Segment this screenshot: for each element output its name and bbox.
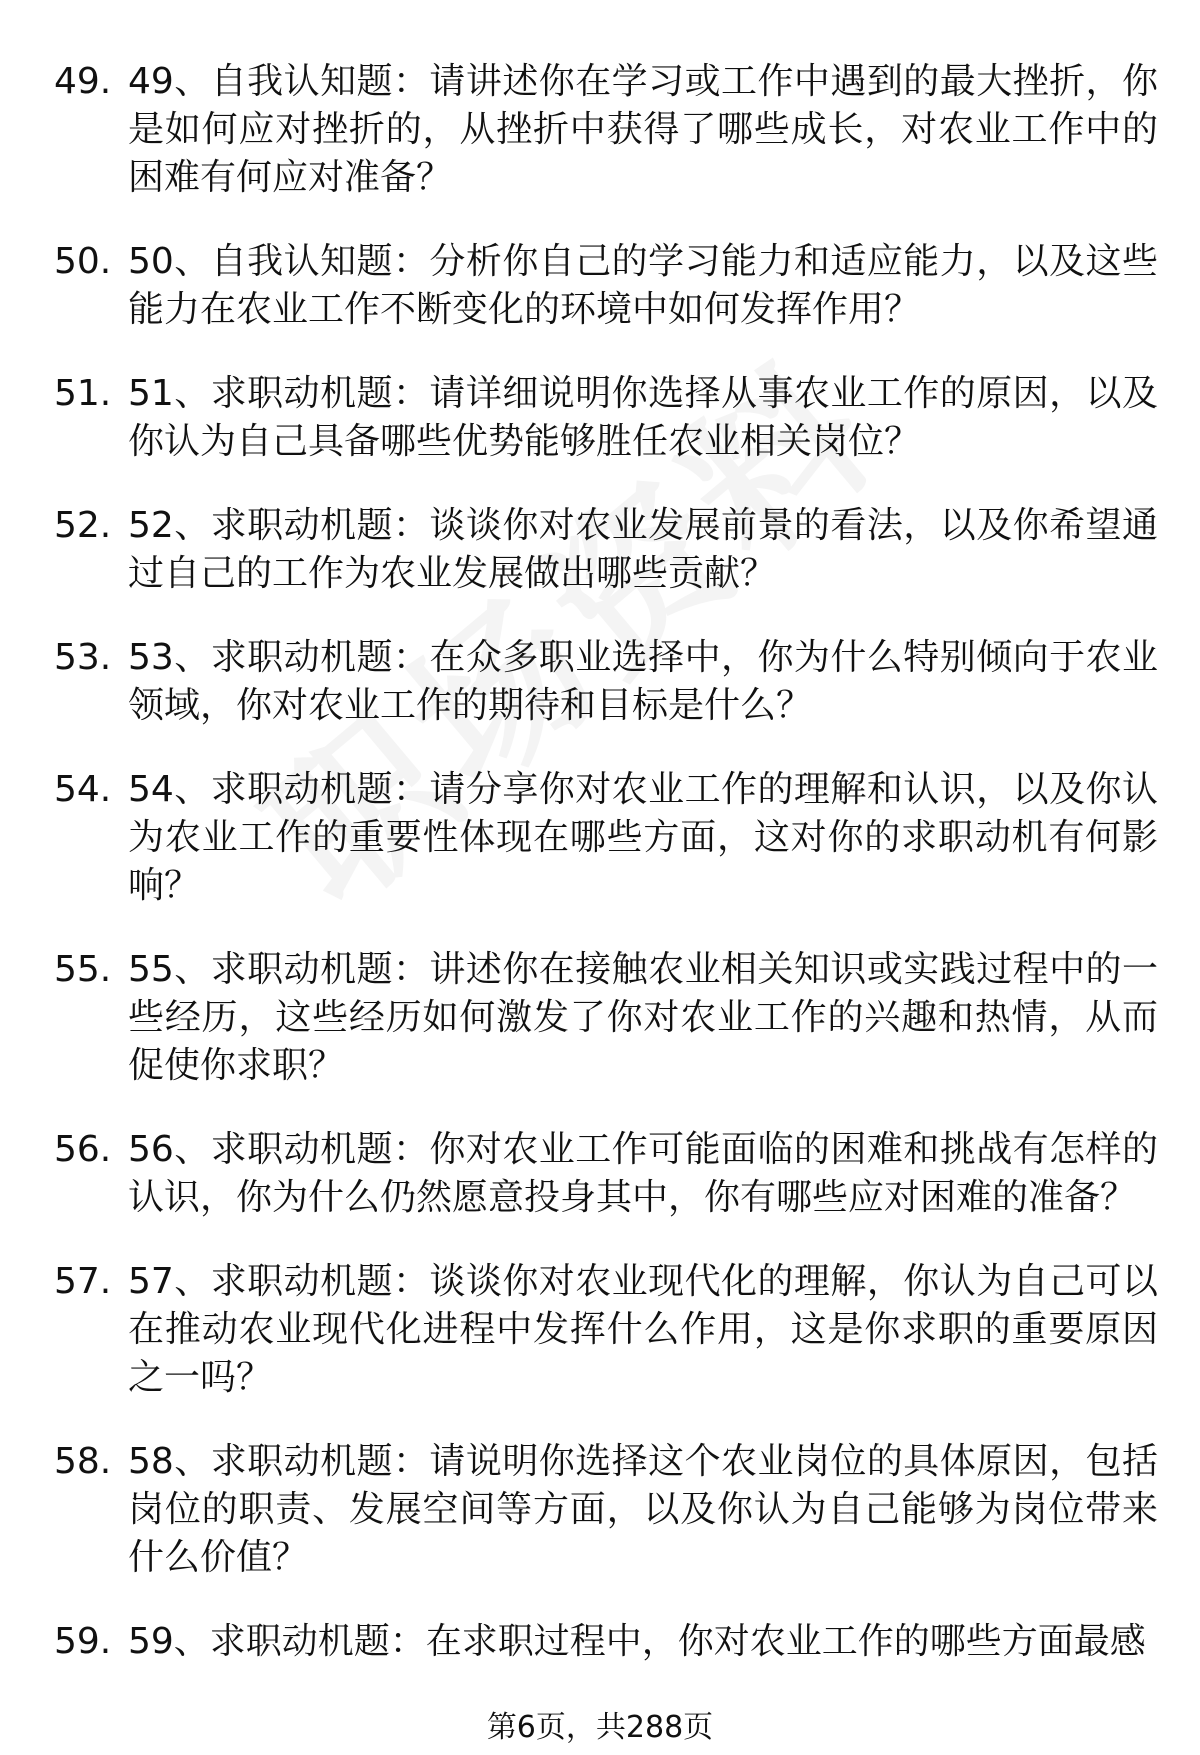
list-item — [0, 58, 1200, 202]
list-item — [0, 634, 1200, 730]
question-list — [0, 58, 1200, 1702]
list-item — [0, 238, 1200, 334]
item-text: 57、求职动机题：谈谈你对农业现代化的理解，你认为自己可以在推动农业现代化进程中发挥什么作用，这是你求职的重要原因之一吗？ — [128, 1261, 1158, 1398]
item-text: 59、求职动机题：在求职过程中，你对农业工作的哪些方面最感 — [128, 1621, 1146, 1662]
item-number: 51. — [54, 373, 112, 414]
item-number: 53. — [54, 637, 112, 678]
item-text: 50、自我认知题：分析你自己的学习能力和适应能力，以及这些能力在农业工作不断变化的环境中如何发挥作用？ — [128, 241, 1158, 330]
item-text: 52、求职动机题：谈谈你对农业发展前景的看法，以及你希望通过自己的工作为农业发展做出哪些贡献？ — [128, 505, 1158, 594]
list-item — [0, 370, 1200, 466]
list-item — [0, 1438, 1200, 1582]
item-number: 52. — [54, 505, 112, 546]
item-text: 56、求职动机题：你对农业工作可能面临的困难和挑战有怎样的认识，你为什么仍然愿意投身其中，你有哪些应对困难的准备？ — [128, 1129, 1158, 1218]
item-number: 55. — [54, 949, 112, 990]
list-item — [0, 1258, 1200, 1402]
item-text: 51、求职动机题：请详细说明你选择从事农业工作的原因，以及你认为自己具备哪些优势能够胜任农业相关岗位？ — [128, 373, 1158, 462]
item-text: 58、求职动机题：请说明你选择这个农业岗位的具体原因，包括岗位的职责、发展空间等方面，以及你认为自己能够为岗位带来什么价值？ — [128, 1441, 1158, 1578]
list-item — [0, 502, 1200, 598]
item-text: 49、自我认知题：请讲述你在学习或工作中遇到的最大挫折，你是如何应对挫折的，从挫折中获得了哪些成长，对农业工作中的困难有何应对准备？ — [128, 61, 1158, 198]
page-footer: 第6页，共288页 — [486, 1710, 714, 1745]
item-number: 58. — [54, 1441, 112, 1482]
item-number: 50. — [54, 241, 112, 282]
item-number: 49. — [54, 61, 112, 102]
item-text: 54、求职动机题：请分享你对农业工作的理解和认识，以及你认为农业工作的重要性体现在哪些方面，这对你的求职动机有何影响？ — [128, 769, 1158, 906]
item-number: 54. — [54, 769, 112, 810]
item-text: 55、求职动机题：讲述你在接触农业相关知识或实践过程中的一些经历，这些经历如何激发了你对农业工作的兴趣和热情，从而促使你求职？ — [128, 949, 1158, 1086]
list-item — [0, 766, 1200, 910]
item-text: 53、求职动机题：在众多职业选择中，你为什么特别倾向于农业领域，你对农业工作的期待和目标是什么？ — [128, 637, 1158, 726]
list-item — [0, 1126, 1200, 1222]
list-item — [0, 946, 1200, 1090]
list-item — [0, 1618, 1200, 1666]
item-number: 57. — [54, 1261, 112, 1302]
item-number: 56. — [54, 1129, 112, 1170]
item-number: 59. — [54, 1621, 112, 1662]
